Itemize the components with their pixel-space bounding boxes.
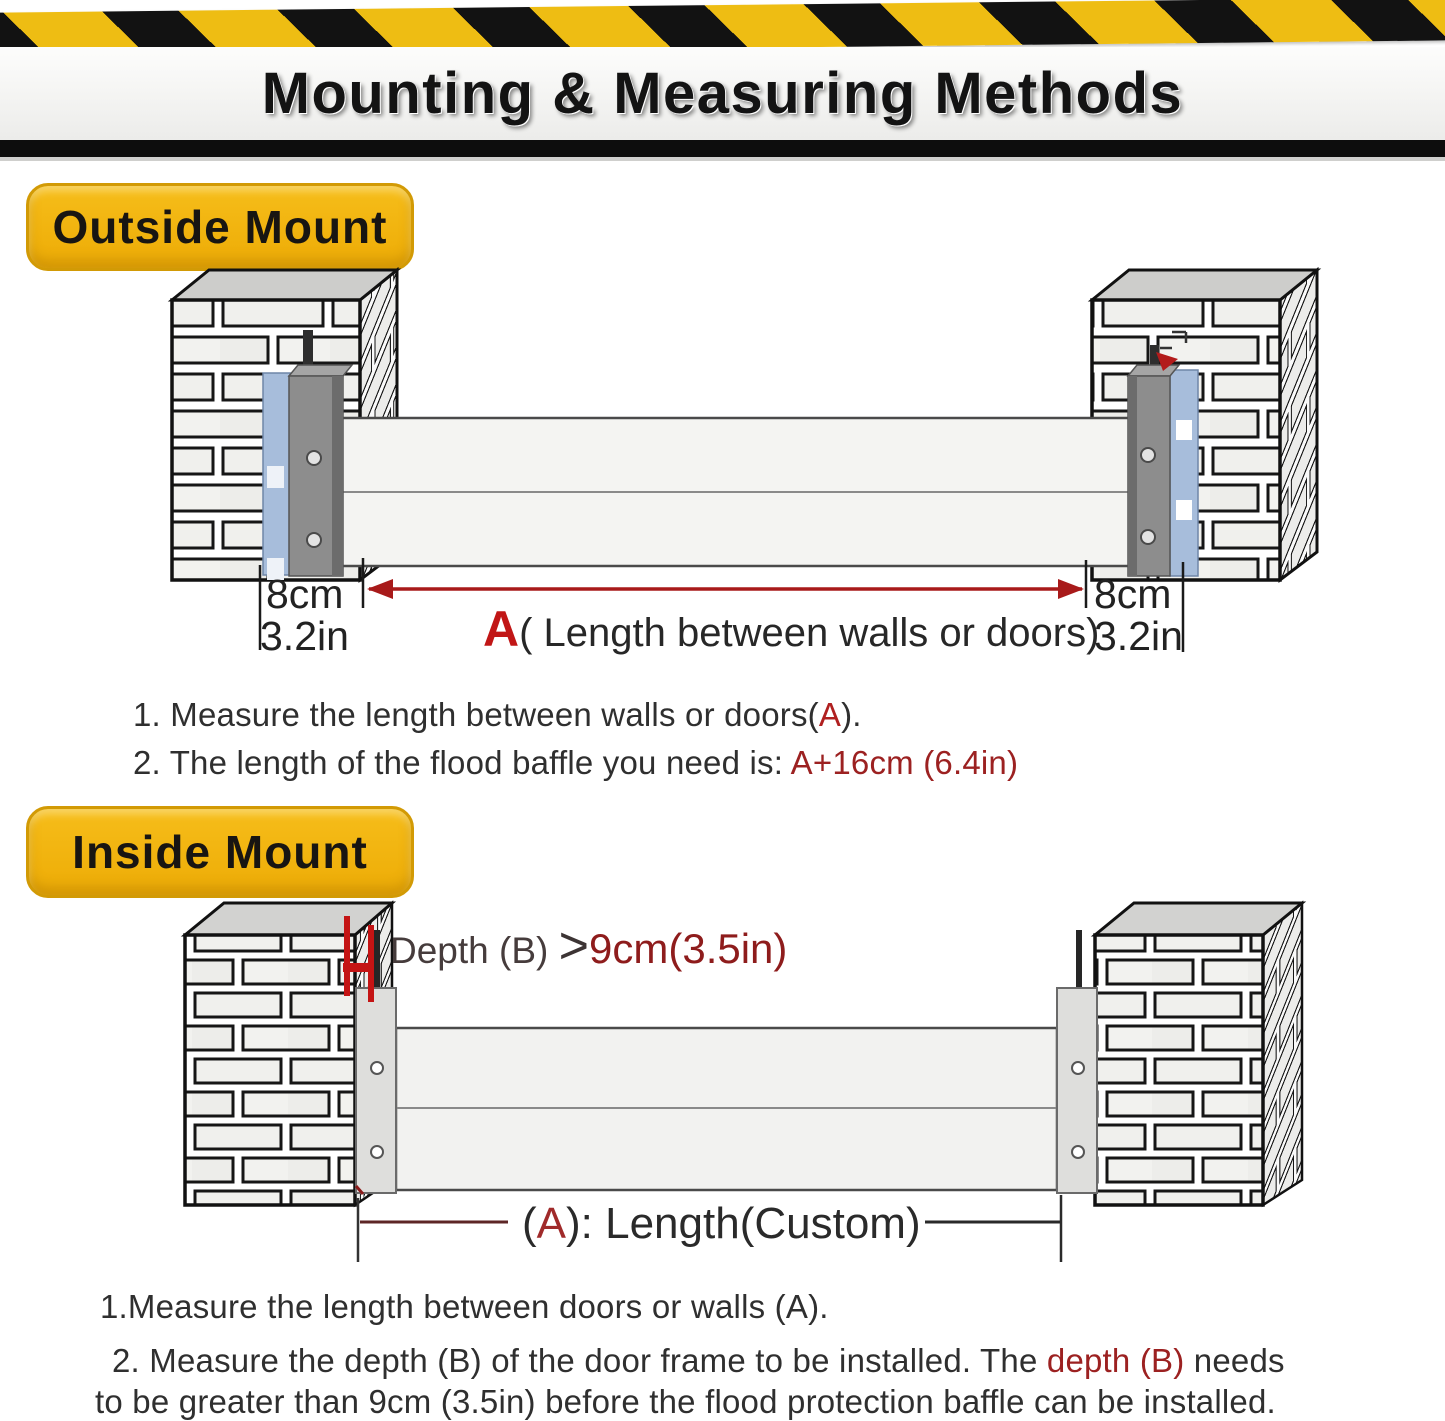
arrow-left-icon — [367, 579, 393, 599]
svg-text:(A): Length(Custom): (A): Length(Custom) — [522, 1199, 921, 1248]
svg-text:8cm: 8cm — [266, 571, 344, 617]
svg-text:3.2in: 3.2in — [1094, 613, 1183, 659]
screw-hole-icon — [1072, 1146, 1084, 1158]
screw-hole-icon — [307, 533, 321, 547]
flood-barrier-panel — [396, 1028, 1057, 1190]
inside-mount-diagram — [0, 880, 1445, 1275]
outside-step-1: 1. Measure the length between walls or doors(A). — [133, 696, 862, 733]
svg-text:A( Length between walls or doo: A( Length between walls or doors) — [483, 601, 1100, 657]
seal-strip — [1170, 370, 1198, 576]
screw-hole-icon — [371, 1146, 383, 1158]
inside-mount-badge-label: Inside Mount — [72, 826, 368, 878]
mounting-channel-right — [1057, 930, 1097, 1193]
brick-pillar-right — [1095, 903, 1302, 1205]
svg-text:8cm: 8cm — [1094, 571, 1172, 617]
anchor-bolt-icon — [1076, 930, 1082, 988]
svg-text:3.2in: 3.2in — [260, 613, 349, 659]
dimension-8cm-right — [1086, 560, 1183, 659]
screw-hole-icon — [1072, 1062, 1084, 1074]
screw-hole-icon — [307, 451, 321, 465]
flood-barrier-panel — [336, 418, 1142, 566]
inside-step-1: 1.Measure the length between doors or walls (A). — [100, 1288, 829, 1325]
dimension-length-A — [358, 1195, 1061, 1262]
outside-step-2: 2. The length of the flood baffle you need is: A+16cm (6.4in) — [133, 744, 1019, 781]
page-title: Mounting & Measuring Methods — [261, 61, 1184, 126]
outside-mount-diagram — [0, 258, 1445, 666]
inside-step-2: 2. Measure the depth (B) of the door frame to be installed. The depth (B) needs — [112, 1342, 1285, 1379]
arrow-right-icon — [1058, 579, 1084, 599]
anchor-bolt-icon — [374, 930, 380, 988]
title-divider-bar — [0, 140, 1445, 161]
screw-hole-icon — [1141, 530, 1155, 544]
title-band — [0, 47, 1445, 140]
screw-hole-icon — [371, 1062, 383, 1074]
screw-hole-icon — [1141, 448, 1155, 462]
outside-mount-badge-label: Outside Mount — [52, 201, 388, 253]
dimension-arrow-A — [367, 579, 1099, 657]
inside-step-2-continued: to be greater than 9cm (3.5in) before the flood protection baffle can be installed. — [95, 1383, 1276, 1420]
depth-label: Depth (B) >9cm(3.5in) — [390, 917, 788, 975]
